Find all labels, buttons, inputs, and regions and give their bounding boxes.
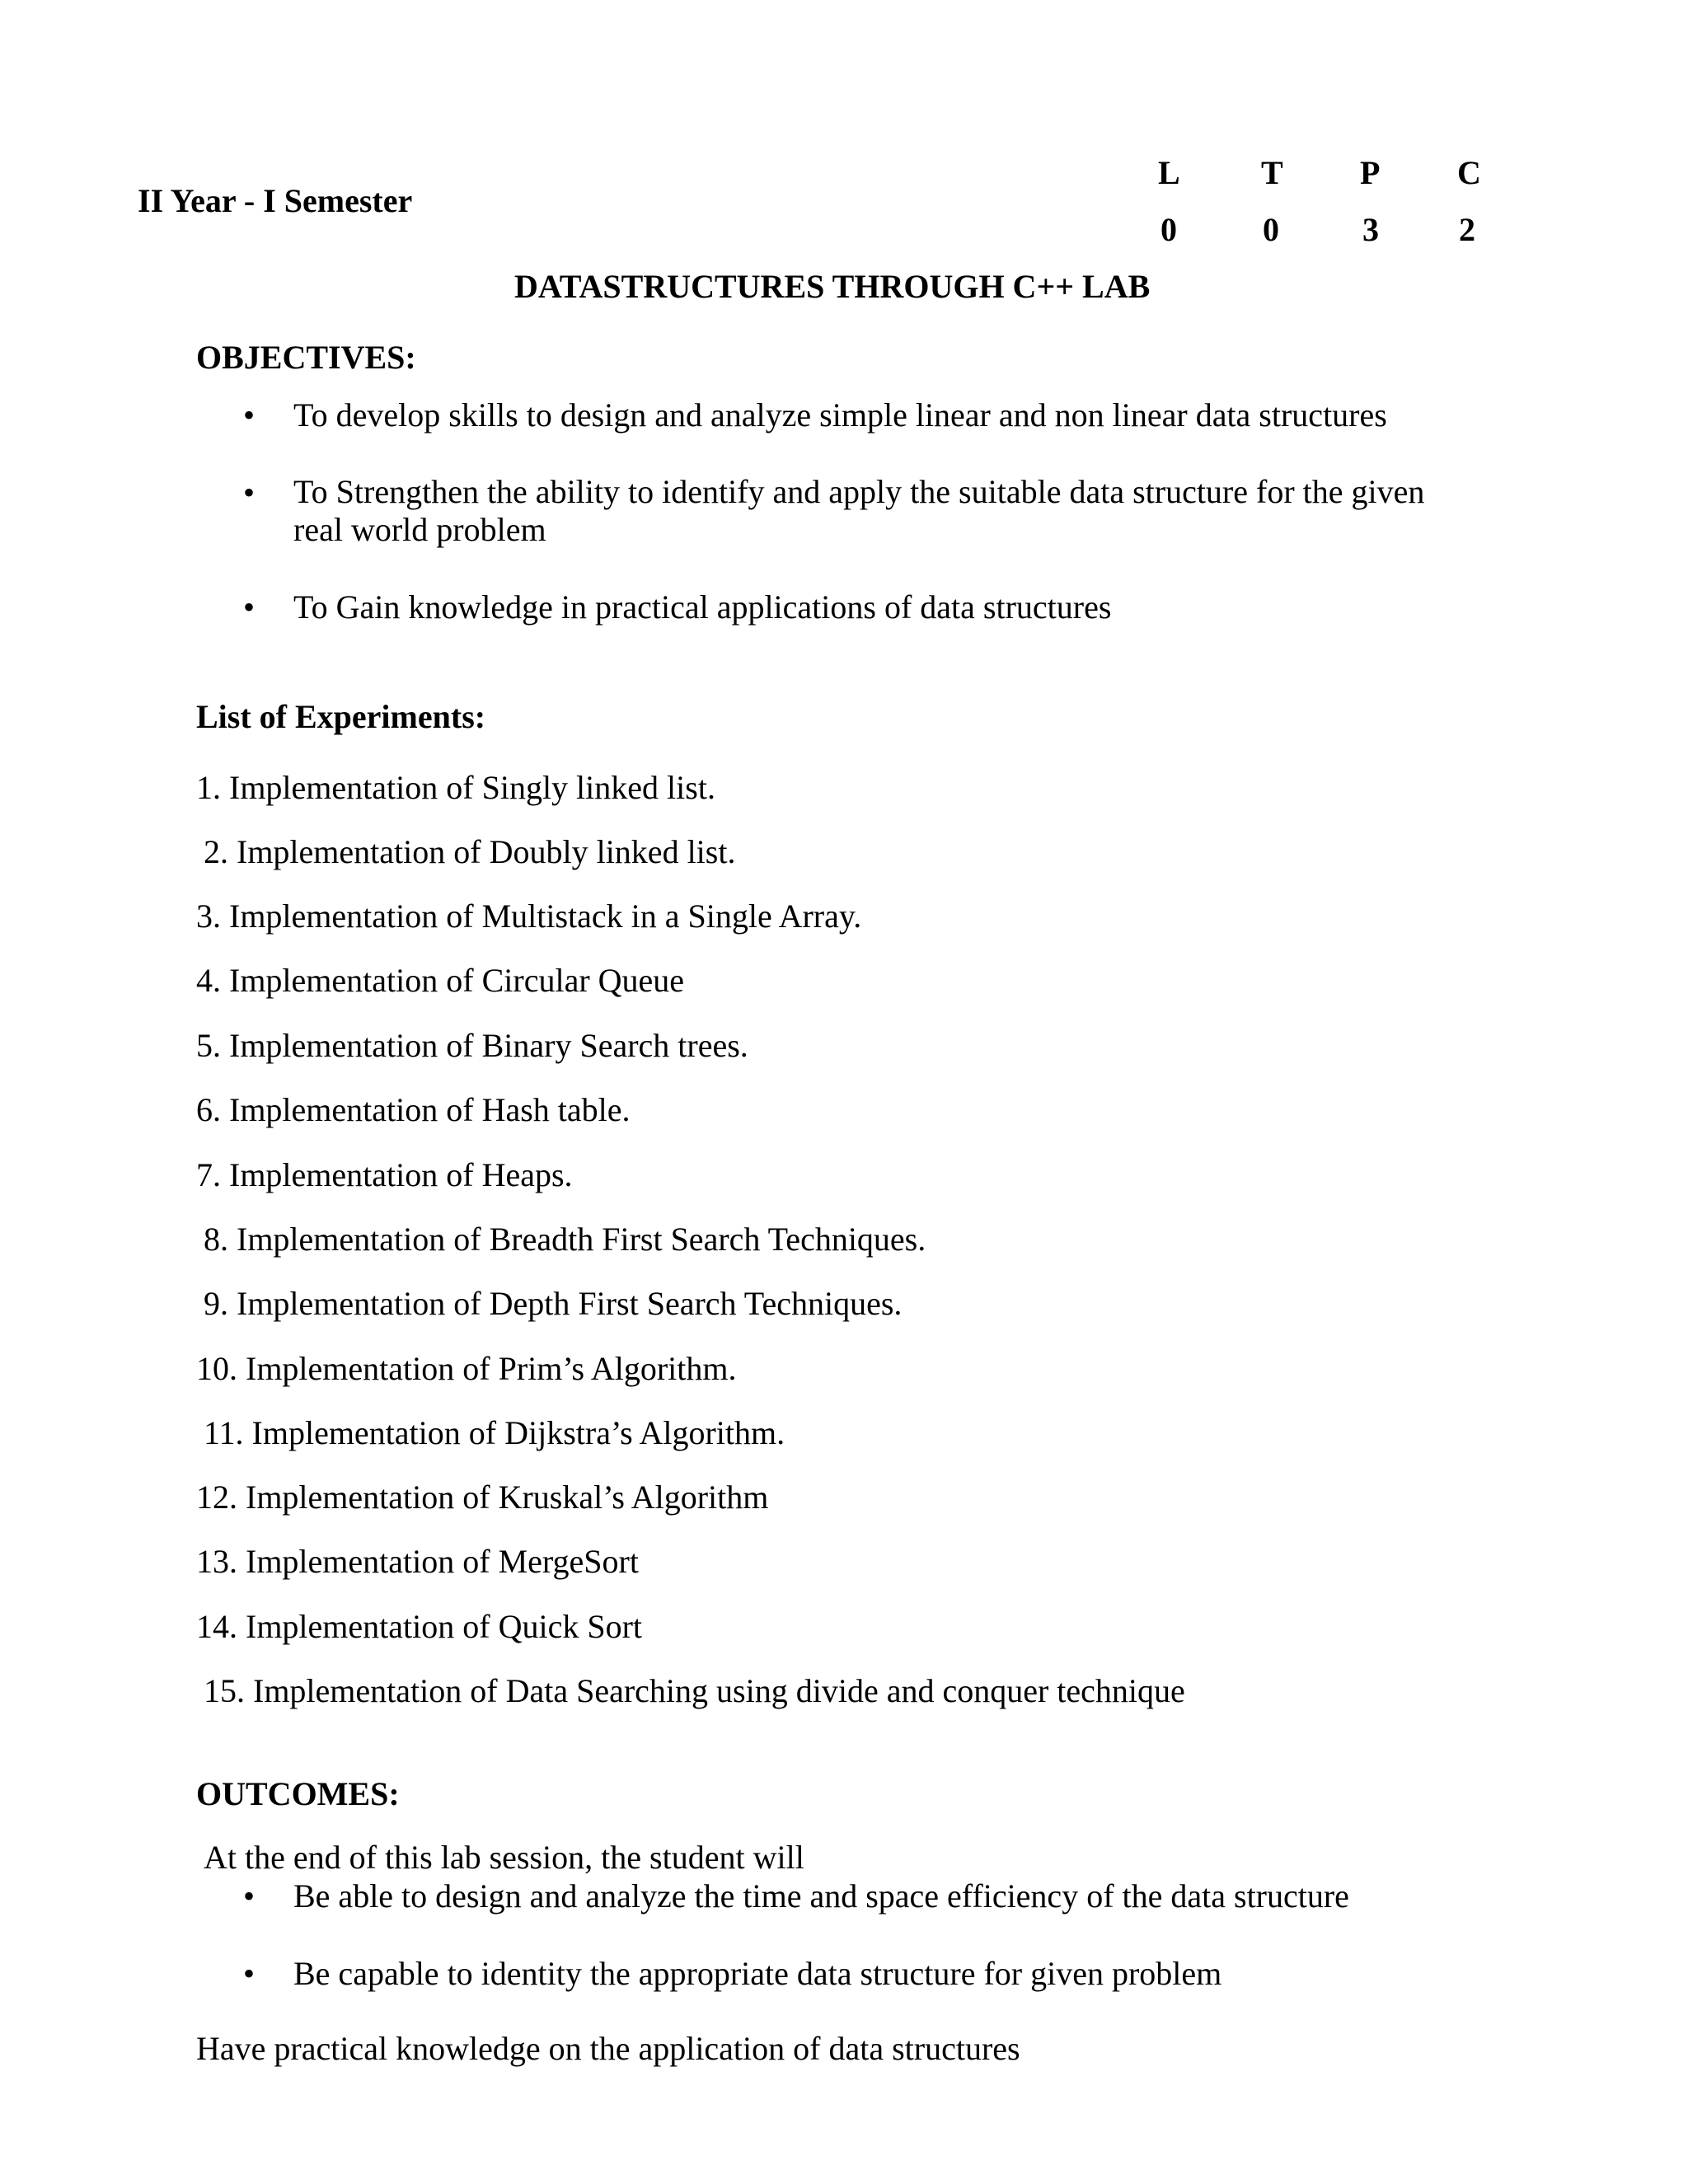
experiment-item: 11. Implementation of Dijkstra’s Algorithm.: [204, 1414, 785, 1451]
ltpc-value-p: 3: [1362, 211, 1379, 248]
ltpc-value-t: 0: [1263, 211, 1279, 248]
experiments-heading: List of Experiments:: [196, 698, 486, 735]
ltpc-header-p: P: [1360, 154, 1381, 191]
ltpc-value-l: 0: [1160, 211, 1177, 248]
semester-label: II Year - I Semester: [138, 182, 413, 219]
bullet-icon: •: [243, 474, 256, 511]
bullet-icon: •: [243, 1877, 256, 1915]
outcome-item: Be able to design and analyze the time and space efficiency of the data structure: [293, 1877, 1349, 1915]
experiment-item: 15. Implementation of Data Searching using divide and conquer technique: [204, 1672, 1185, 1709]
experiment-item: 6. Implementation of Hash table.: [196, 1091, 631, 1128]
outcomes-intro: At the end of this lab session, the student will: [204, 1839, 804, 1876]
experiment-item: 9. Implementation of Depth First Search Techniques.: [204, 1285, 903, 1322]
experiment-item: 7. Implementation of Heaps.: [196, 1156, 573, 1193]
ltpc-header-c: C: [1457, 154, 1481, 191]
outcomes-heading: OUTCOMES:: [196, 1775, 400, 1812]
objective-item: To Strengthen the ability to identify and apply the suitable data structure for the given real world problem: [293, 473, 1425, 548]
bullet-icon: •: [243, 1955, 256, 1992]
page-title: DATASTRUCTURES THROUGH C++ LAB: [514, 268, 1151, 305]
experiment-item: 5. Implementation of Binary Search trees.: [196, 1027, 748, 1064]
ltpc-header-l: L: [1158, 154, 1180, 191]
experiment-item: 12. Implementation of Kruskal’s Algorithm: [196, 1479, 769, 1516]
experiment-item: 1. Implementation of Singly linked list.: [196, 769, 715, 806]
bullet-icon: •: [243, 588, 256, 626]
ltpc-value-c: 2: [1459, 211, 1475, 248]
experiment-item: 8. Implementation of Breadth First Search Techniques.: [204, 1221, 926, 1258]
outcomes-closing: Have practical knowledge on the application of data structures: [196, 2030, 1020, 2067]
experiment-item: 14. Implementation of Quick Sort: [196, 1608, 643, 1645]
experiment-item: 4. Implementation of Circular Queue: [196, 962, 685, 999]
objective-item: To Gain knowledge in practical applications of data structures: [293, 588, 1112, 626]
outcome-item: Be capable to identity the appropriate data structure for given problem: [293, 1955, 1222, 1992]
experiment-item: 10. Implementation of Prim’s Algorithm.: [196, 1350, 737, 1387]
experiment-item: 2. Implementation of Doubly linked list.: [204, 833, 736, 870]
experiment-item: 13. Implementation of MergeSort: [196, 1543, 639, 1580]
objective-item: To develop skills to design and analyze simple linear and non linear data structures: [293, 396, 1387, 434]
bullet-icon: •: [243, 396, 256, 434]
objectives-heading: OBJECTIVES:: [196, 339, 416, 376]
experiment-item: 3. Implementation of Multistack in a Single Array.: [196, 898, 862, 935]
ltpc-header-t: T: [1261, 154, 1283, 191]
